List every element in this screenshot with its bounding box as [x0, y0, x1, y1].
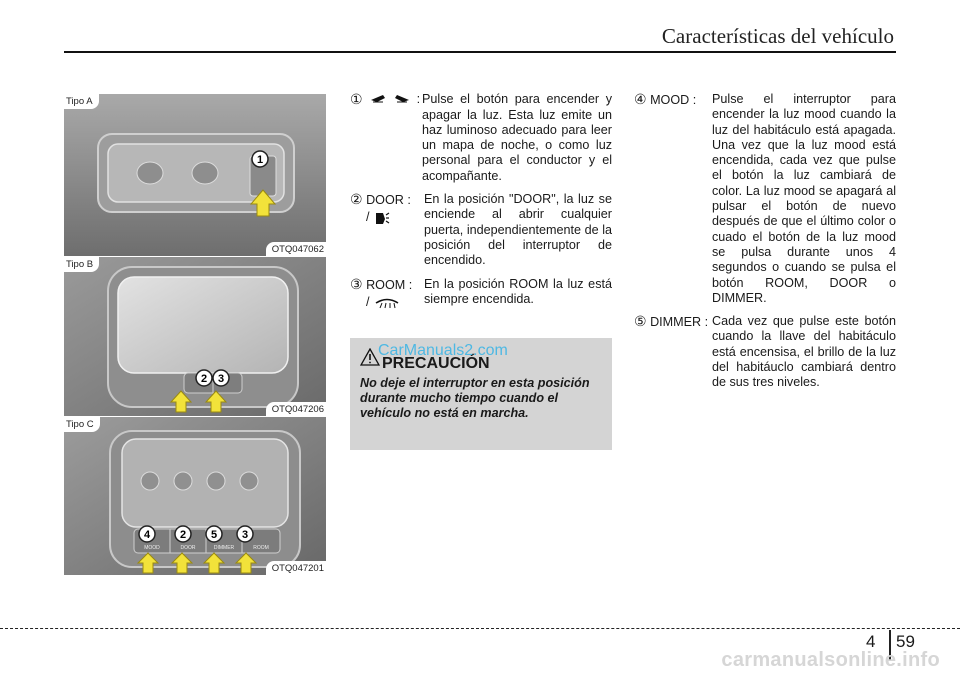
item-label: DOOR — [366, 193, 404, 208]
callout-4: 4 — [143, 529, 151, 541]
item-number: ① — [350, 91, 363, 107]
figure-type-a — [64, 94, 326, 256]
item-text: En la posición "DOOR", la luz se enciende al abrir cualquier puerta, independientemente de la posición del interruptor de encendido. — [424, 192, 612, 268]
item-separator: : — [408, 277, 413, 292]
panel-code-a: OTQ047062 — [266, 242, 326, 256]
item-2 — [350, 192, 612, 268]
item-3 — [350, 277, 612, 311]
button-label-mood: MOOD — [144, 545, 160, 551]
watermark: CarManuals2.com — [378, 342, 508, 359]
item-label: MOOD — [650, 93, 690, 107]
callout-3: 3 — [217, 373, 225, 385]
item-text: Pulse el botón para encender y apagar la luz. Esta luz emite un haz luminoso adecuado para leer un mapa de noche, o como luz personal para el conductor y el acompañante. — [422, 92, 612, 183]
panel-tab-c: Tipo C — [64, 417, 100, 432]
callout-5: 5 — [210, 529, 218, 541]
item-separator: : — [704, 315, 709, 330]
item-separator: : — [407, 193, 411, 208]
figure-type-c — [64, 417, 326, 575]
item-1 — [350, 92, 612, 184]
map-lamp-icon — [367, 92, 413, 104]
item-label: DIMMER — [650, 315, 702, 330]
item-text: Pulse el interruptor para encender la luz mood cuando la luz del habitáculo está apagada. Una vez que la luz mood está encendida, cada vez que pulse el botón la luz cambiará de color. La luz mood se apagará al pulsar el botón de nuevo después de que el último color o cuado el botón de la luz mood se pulsa durante unos 4 segundos o cuando se pulsa el botón ROOM, DOOR o DIMMER. — [712, 92, 896, 305]
overhead-lamp-type-c-illustration — [64, 417, 326, 575]
site-watermark: carmanualsonline.info — [721, 649, 940, 671]
description-column-right — [634, 92, 896, 399]
caution-text: No deje el interruptor en esta posición durante mucho tiempo cuando el vehículo no está en marcha. — [360, 376, 590, 421]
panel-code-b: OTQ047206 — [266, 402, 326, 416]
panel-tab-b: Tipo B — [64, 257, 99, 272]
callout-3c: 3 — [241, 529, 249, 541]
panel-code-c: OTQ047201 — [266, 561, 326, 575]
item-number: ② — [350, 191, 363, 208]
page-number: 59 — [896, 632, 915, 651]
door-lamp-icon — [374, 211, 390, 225]
item-5 — [634, 314, 896, 390]
item-text: En la posición ROOM la luz está siempre encendida. — [424, 276, 612, 306]
item-4 — [634, 92, 896, 306]
button-label-room: ROOM — [253, 545, 269, 551]
panel-tab-a: Tipo A — [64, 94, 99, 109]
footer-rule — [0, 628, 960, 629]
chapter-number: 4 — [866, 632, 876, 651]
overhead-lamp-type-a-illustration — [64, 94, 326, 256]
item-text: Cada vez que pulse este botón cuando la llave del habitáculo está encensisa, el brillo de la luz del habitáuclo cambiará dentro de sus tres niveles. — [712, 314, 896, 390]
figure-type-b — [64, 257, 326, 416]
item-slash: / — [366, 294, 370, 309]
item-separator: : — [416, 92, 421, 106]
item-label: ROOM — [366, 277, 406, 292]
item-number: ④ — [634, 91, 647, 107]
callout-2: 2 — [200, 373, 208, 385]
description-column-middle — [350, 92, 612, 318]
warning-triangle-icon — [360, 348, 380, 366]
item-number: ③ — [350, 275, 363, 292]
header-rule — [64, 51, 896, 53]
item-slash: / — [366, 210, 370, 225]
item-separator: : — [692, 93, 697, 107]
room-lamp-icon — [374, 297, 400, 309]
button-label-dimmer: DIMMER — [213, 545, 235, 551]
item-number: ⑤ — [634, 313, 647, 330]
callout-1: 1 — [256, 154, 264, 166]
button-label-door: DOOR — [180, 545, 196, 551]
page-header-title: Características del vehículo — [661, 24, 894, 48]
caution-title: PRECAUCIÓN — [382, 355, 490, 372]
overhead-lamp-type-b-illustration — [64, 257, 326, 416]
callout-2c: 2 — [179, 529, 187, 541]
